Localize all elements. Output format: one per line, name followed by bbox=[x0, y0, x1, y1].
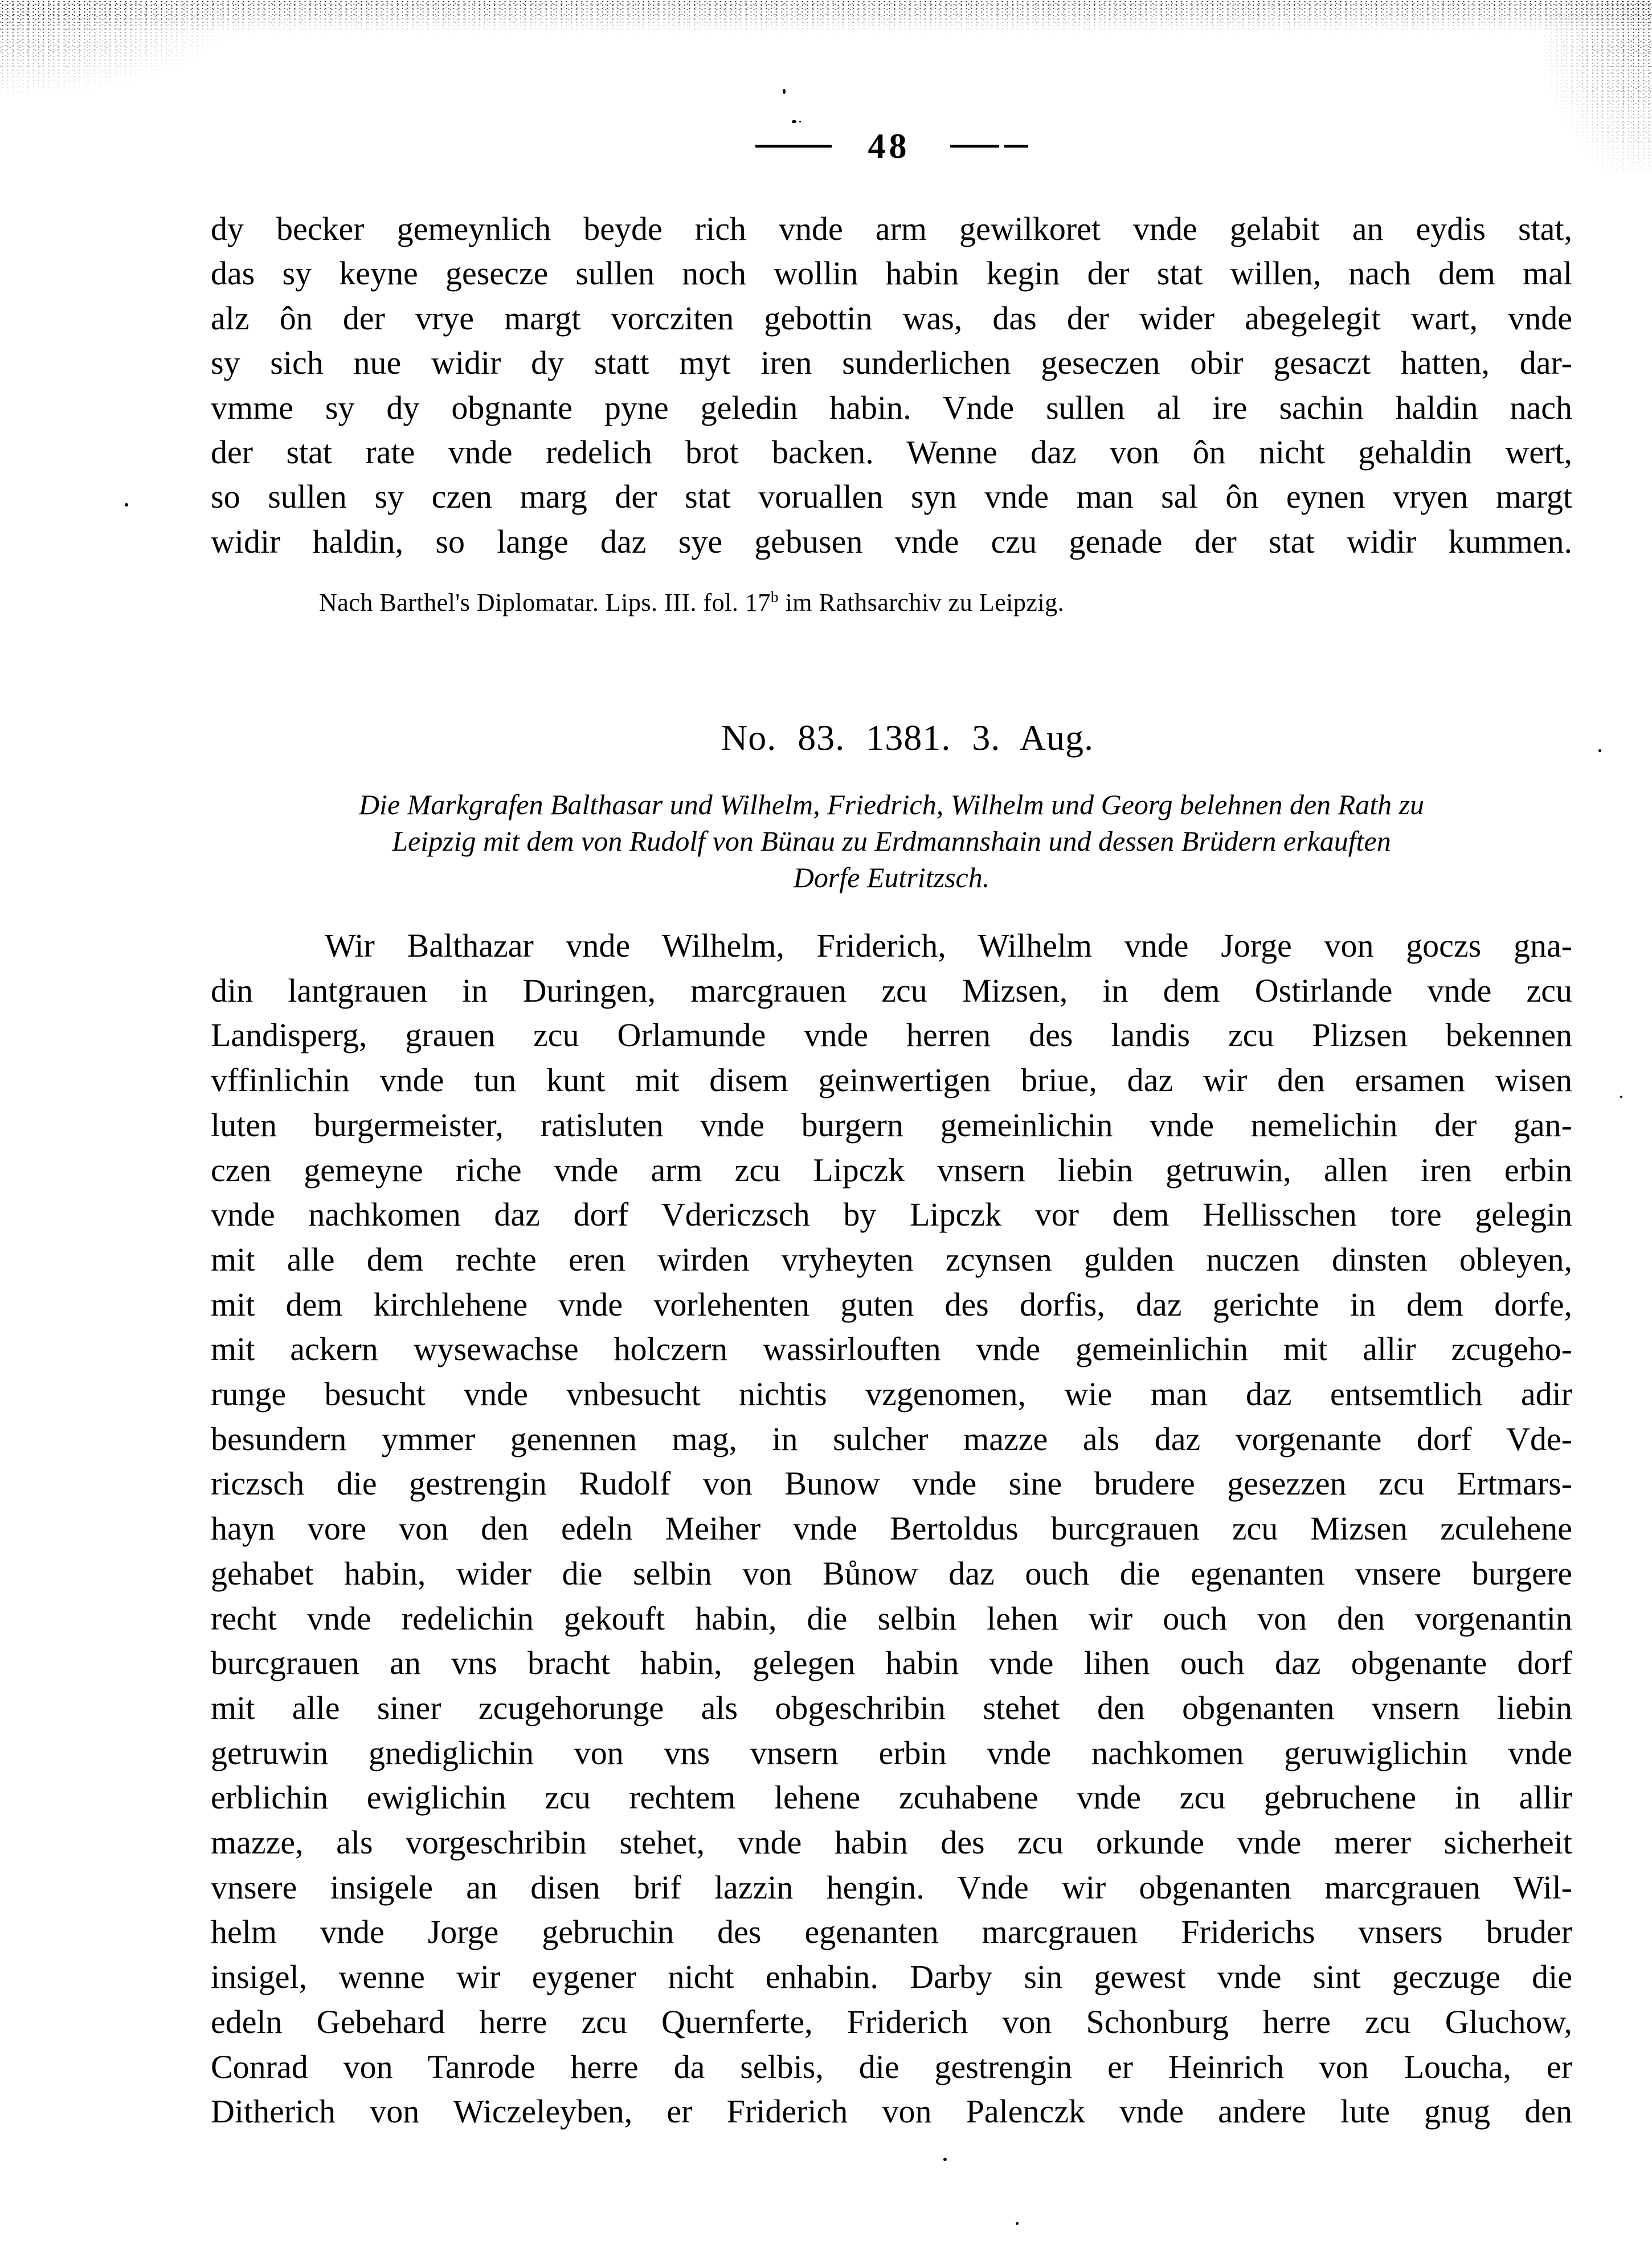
text-line: Landisperg, grauen zcu Orlamunde vnde herren des landis zcu Plizsen bekennen bbox=[211, 1016, 1572, 1054]
charter-summary bbox=[211, 786, 1572, 896]
text-line: luten burgermeister, ratisluten vnde burgern gemeinlichin vnde nemelichin der gan- bbox=[211, 1106, 1572, 1144]
text-line: insigel, wenne wir eygener nicht enhabin. Darby sin gewest vnde sint geczuge die bbox=[211, 1958, 1572, 1996]
text-line: sy sich nue widir dy statt myt iren sunderlichen geseczen obir gesaczt hatten, dar- bbox=[211, 344, 1572, 382]
text-line: burcgrauen an vns bracht habin, gelegen habin vnde lihen ouch daz obgenante dorf bbox=[211, 1644, 1572, 1682]
text-line: getruwin gnediglichin von vns vnsern erbin vnde nachkomen geruwiglichin vnde bbox=[211, 1734, 1572, 1771]
ink-speck bbox=[1620, 1096, 1622, 1098]
text-line: gehabet habin, wider die selbin von Bůnow daz ouch die egenanten vnsere burgere bbox=[211, 1554, 1572, 1592]
text-line: dy becker gemeynlich beyde rich vnde arm gewilkoret vnde gelabit an eydis stat, bbox=[211, 210, 1572, 247]
text-line: Conrad von Tanrode herre da selbis, die gestrengin er Heinrich von Loucha, er bbox=[211, 2048, 1572, 2085]
text-line: helm vnde Jorge gebruchin des egenanten marcgrauen Friderichs vnsers bruder bbox=[211, 1913, 1572, 1951]
text-line: widir haldin, so lange daz sye gebusen vnde czu genade der stat widir kummen. bbox=[211, 522, 1572, 560]
text-line: Wir Balthazar vnde Wilhelm, Friderich, Wilhelm vnde Jorge von goczs gna- bbox=[325, 927, 1572, 964]
text-line: czen gemeyne riche vnde arm zcu Lipczk vnsern liebin getruwin, allen iren erbin bbox=[211, 1151, 1572, 1189]
folio-superscript: b bbox=[770, 588, 779, 606]
text-line: Ditherich von Wiczeleyben, er Friderich von Palenczk vnde andere lute gnug den bbox=[211, 2093, 1572, 2130]
source-note bbox=[319, 588, 1064, 617]
page-number: 48 bbox=[868, 127, 910, 166]
text-line: mit dem kirchlehene vnde vorlehenten guten des dorfis, daz gerichte in dem dorfe, bbox=[211, 1285, 1572, 1323]
charter-body bbox=[211, 924, 1572, 2134]
text-line: Leipzig mit dem von Rudolf von Bünau zu Erdmannshain und dessen Brüdern erkauften bbox=[392, 825, 1391, 857]
text-line: vffinlichin vnde tun kunt mit disem geinwertigen briue, daz wir den ersamen wisen bbox=[211, 1061, 1572, 1099]
ink-speck bbox=[125, 503, 128, 507]
text-line: vnde nachkomen daz dorf Vdericzsch by Lipczk vor dem Hellisschen tore gelegin bbox=[211, 1196, 1572, 1234]
text-line: erblichin ewiglichin zcu rechtem lehene zcuhabene vnde zcu gebruchene in allir bbox=[211, 1779, 1572, 1816]
text-line: runge besucht vnde vnbesucht nichtis vzgenomen, wie man daz entsemtlich adir bbox=[211, 1375, 1572, 1413]
text-line: riczsch die gestrengin Rudolf von Bunow vnde sine brudere gesezzen zcu Ertmars- bbox=[211, 1465, 1572, 1502]
text-line: edeln Gebehard herre zcu Quernferte, Friderich von Schonburg herre zcu Gluchow, bbox=[211, 2003, 1572, 2040]
text-line: Dorfe Eutritzsch. bbox=[793, 861, 990, 893]
text-line: besundern ymmer genennen mag, in sulcher mazze als daz vorgenante dorf Vde- bbox=[211, 1420, 1572, 1457]
text-line: mazze, als vorgeschribin stehet, vnde habin des zcu orkunde vnde merer sicherheit bbox=[211, 1824, 1572, 1861]
text-line: mit ackern wysewachse holczern wassirlouften vnde gemeinlichin mit allir zcugeho- bbox=[211, 1330, 1572, 1368]
carryover-paragraph bbox=[211, 207, 1572, 564]
text-line: alz ôn der vrye margt vorcziten gebottin was, das der wider abegelegit wart, vnde bbox=[211, 299, 1572, 337]
charter-heading: No. 83. 1381. 3. Aug. bbox=[721, 717, 1094, 758]
text-line: mit alle dem rechte eren wirden vryheyten zcynsen gulden nuczen dinsten obleyen, bbox=[211, 1240, 1572, 1278]
text-line: recht vnde redelichin gekouft habin, die selbin lehen wir ouch von den vorgenantin bbox=[211, 1599, 1572, 1637]
text-line: hayn vore von den edeln Meiher vnde Bertoldus burcgrauen zcu Mizsen zculehene bbox=[211, 1510, 1572, 1547]
scan-noise-corner-left bbox=[0, 0, 245, 97]
text-line: vmme sy dy obgnante pyne geledin habin. Vnde sullen al ire sachin haldin nach bbox=[211, 389, 1572, 426]
source-note-text: Nach Barthel's Diplomatar. Lips. III. fol. 17 bbox=[319, 589, 771, 616]
rule-segment bbox=[1004, 145, 1028, 148]
text-line: din lantgrauen in Duringen, marcgrauen zcu Mizsen, in dem Ostirlande vnde zcu bbox=[211, 971, 1572, 1009]
text-line: mit alle siner zcugehorunge als obgeschribin stehet den obgenanten vnsern liebin bbox=[211, 1689, 1572, 1726]
source-note-text: im Rathsarchiv zu Leipzig. bbox=[779, 589, 1065, 616]
text-line: Die Markgrafen Balthasar und Wilhelm, Friedrich, Wilhelm und Georg belehnen den Rath zu bbox=[358, 789, 1425, 820]
left-rule bbox=[755, 150, 832, 160]
text-line: so sullen sy czen marg der stat voruallen syn vnde man sal ôn eynen vryen margt bbox=[211, 478, 1572, 516]
page-header bbox=[211, 126, 1572, 167]
text-line: das sy keyne gesecze sullen noch wollin habin kegin der stat willen, nach dem mal bbox=[211, 255, 1572, 292]
text-line: vnsere insigele an disen brif lazzin hengin. Vnde wir obgenanten marcgrauen Wil- bbox=[211, 1868, 1572, 1906]
ink-speck bbox=[1598, 749, 1601, 752]
right-rule bbox=[950, 150, 1028, 160]
rule-segment bbox=[755, 145, 832, 148]
text-line: der stat rate vnde redelich brot backen. Wenne daz von ôn nicht gehaldin wert, bbox=[211, 434, 1572, 471]
text-block bbox=[211, 0, 1572, 2258]
rule-segment bbox=[950, 145, 999, 148]
